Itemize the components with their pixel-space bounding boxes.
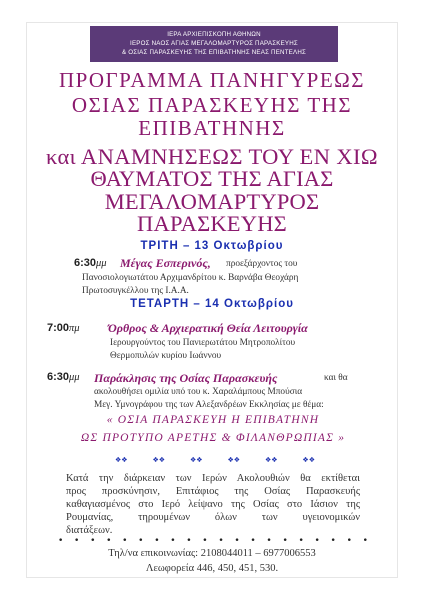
divider-dot: • [74,536,80,546]
event-detail-line: Ιερουργούντος του Πανιερωτάτου Μητροπολίτου [110,338,296,348]
title-line-5: ΘΑΥΜΑΤΟΣ ΤΗΣ ΑΓΙΑΣ [90,166,334,191]
header-line-archdiocese: ΙΕΡΑ ΑΡΧΙΕΠΙΣΚΟΠΗ ΑΘΗΝΩΝ [167,31,261,38]
divider-dot: • [362,536,368,546]
talk-title-line-2: ΩΣ ΠΡΟΤΥΠΟ ΑΡΕΤΗΣ & ΦΙΛΑΝΘΡΩΠΙΑΣ » [80,432,346,444]
event-detail-line: Πρωτοσυγκέλλου της Ι.Α.Α. [82,286,189,296]
divider-dot: • [106,536,112,546]
ornament-glyph: ❖❖ [189,456,203,464]
day-heading-wednesday: ΤΕΤΑΡΤΗ – 14 Οκτωβρίου [130,298,294,310]
day-heading-tuesday: ΤΡΙΤΗ – 13 Οκτωβρίου [140,240,284,252]
divider-dot: • [90,536,96,546]
ornament-glyph: ❖❖ [227,456,241,464]
notice-line: διατάξεων. [66,525,113,536]
header-banner [90,26,338,62]
talk-title-line-1: « ΟΣΙΑ ΠΑΡΑΣΚΕΥΗ Η ΕΠΙΒΑΤΗΝΗ [106,414,320,426]
contact-phones: Τηλ/να επικοινωνίας: 2108044011 – 6977006553 [108,548,316,559]
divider-dot: • [282,536,288,546]
event-detail-tail: και θα [324,373,348,383]
ornament-divider [115,456,315,464]
divider-dot: • [170,536,176,546]
event-time-supplication [47,371,80,383]
divider-dot: • [122,536,128,546]
dotted-divider [58,536,368,546]
divider-dot: • [186,536,192,546]
divider-dot: • [298,536,304,546]
title-line-4: και ΑΝΑΜΝΗΣΕΩΣ ΤΟΥ ΕΝ ΧΙΩ [45,144,379,169]
ornament-glyph: ❖❖ [115,456,128,464]
event-time-suffix: μμ [96,258,107,269]
event-name-liturgy: Όρθρος & Αρχιερατική Θεία Λειτουργία [108,321,308,335]
event-detail-line: Θερμοπυλών κυρίου Ιωάννου [110,351,222,361]
divider-dot: • [138,536,144,546]
event-name-vespers: Μέγας Εσπερινός, [120,256,211,270]
ornament-glyph: ❖❖ [264,456,278,464]
divider-dot: • [250,536,256,546]
divider-dot: • [346,536,352,546]
title-line-6: ΜΕΓΑΛΟΜΑΡΤΥΡΟΣ [104,189,320,214]
notice-line: Ρουμανίας, τηρουμένων όλων των υγειονομικών [66,512,360,523]
divider-dot: • [202,536,208,546]
event-time-suffix: πμ [69,323,80,334]
notice-line: προς προσκύνησιν, Επιτάφιος της Οσίας Παρασκευής [66,486,360,497]
event-time-value: 6:30 [74,257,97,269]
divider-dot: • [330,536,336,546]
divider-dot: • [154,536,160,546]
event-time-vespers [74,257,107,269]
event-time-value: 6:30 [47,371,70,383]
event-detail-line: ακολουθήσει ομιλία υπό του κ. Χαραλάμπους Μπούσια [94,387,303,397]
divider-dot: • [58,536,64,546]
notice-line: Κατά την διάρκειαν των Ιερών Ακολουθιών θα εκτίθεται [66,473,360,484]
contact-buses: Λεωφορεία 446, 450, 451, 530. [145,563,279,574]
event-detail-line: Μεγ. Υμνογράφου της των Αλεξανδρέων Εκκλησίας με θέμα: [94,400,324,410]
divider-dot: • [234,536,240,546]
divider-dot: • [266,536,272,546]
divider-dot: • [314,536,320,546]
event-time-liturgy [47,322,80,334]
ornament-glyph: ❖❖ [302,456,315,464]
event-detail-line: Πανοσιολογιωτάτου Αρχιμανδρίτου κ. Βαρνάβα Θεοχάρη [82,273,299,283]
event-time-value: 7:00 [47,322,70,334]
event-time-suffix: μμ [69,372,80,383]
header-line-church: ΙΕΡΟΣ ΝΑΟΣ ΑΓΙΑΣ ΜΕΓΑΛΟΜΑΡΤΥΡΟΣ ΠΑΡΑΣΚΕΥΗΣ [130,40,298,47]
title-line-7: ΠΑΡΑΣΚΕΥΗΣ [137,211,287,236]
header-line-church-2: & ΟΣΙΑΣ ΠΑΡΑΣΚΕΥΗΣ ΤΗΣ ΕΠΙΒΑΤΗΝΗΣ ΝΕΑΣ ΠΕΝΤΕΛΗΣ [121,49,307,56]
title-line-2: ΟΣΙΑΣ ΠΑΡΑΣΚΕΥΗΣ ΤΗΣ [71,93,353,117]
event-name-supplication: Παράκλησις της Οσίας Παρασκευής [94,371,278,385]
ornament-glyph: ❖❖ [152,456,166,464]
divider-dot: • [218,536,224,546]
notice-line: καθαγιασμένος στο Ιερό λείψανο της Οσίας στο Ιάσιον της [66,499,360,510]
title-line-1: ΠΡΟΓΡΑΜΜΑ ΠΑΝΗΓΥΡΕΩΣ [59,68,365,92]
event-detail-line: προεξάρχοντος του [226,259,298,269]
title-line-3: ΕΠΙΒΑΤΗΝΗΣ [138,116,286,140]
